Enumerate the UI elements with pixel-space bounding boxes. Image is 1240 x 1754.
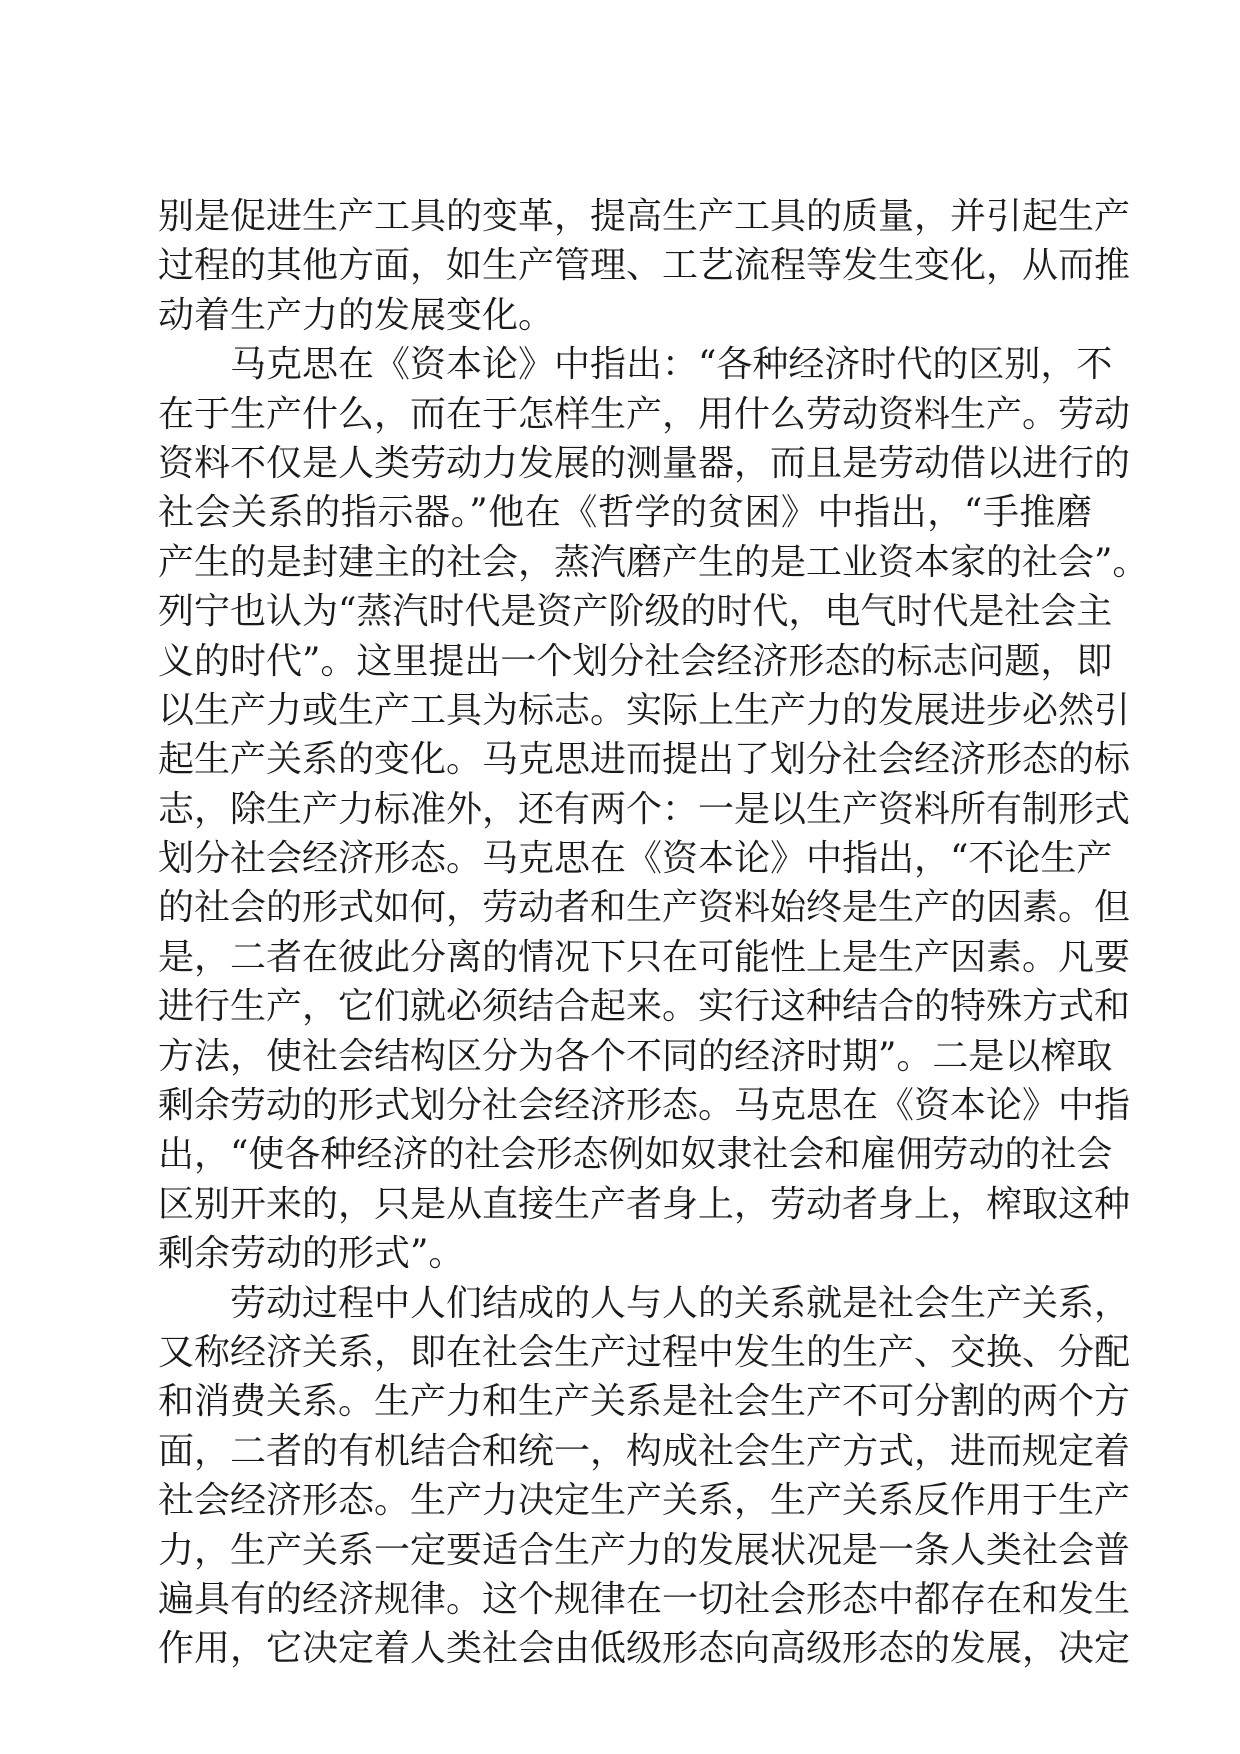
text-line: 剩余劳动的形式”。 [158,1233,465,1275]
text-line: 产生的是封建主的社会，蒸汽磨产生的是工业资本家的社会”。 [158,541,1149,583]
text-line: 力，生产关系一定要适合生产力的发展状况是一条人类社会普 [158,1529,1131,1571]
text-line: 作用，它决定着人类社会由低级形态向高级形态的发展，决定 [158,1628,1131,1670]
text-line: 遍具有的经济规律。这个规律在一切社会形态中都存在和发生 [158,1578,1131,1620]
text-line: 志，除生产力标准外，还有两个：一是以生产资料所有制形式 [158,788,1131,830]
text-line: 过程的其他方面，如生产管理、工艺流程等发生变化，从而推 [158,245,1131,287]
text-line: 起生产关系的变化。马克思进而提出了划分社会经济形态的标 [158,739,1131,781]
text-line: 面，二者的有机结合和统一，构成社会生产方式，进而规定着 [158,1430,1131,1472]
text-line: 别是促进生产工具的变革，提高生产工具的质量，并引起生产 [158,196,1131,237]
text-line: 剩余劳动的形式划分社会经济形态。马克思在《资本论》中指 [158,1085,1131,1127]
text-line: 在于生产什么，而在于怎样生产，用什么劳动资料生产。劳动 [158,393,1131,435]
text-line: 资料不仅是人类劳动力发展的测量器，而且是劳动借以进行的 [158,442,1131,484]
text-line: 以生产力或生产工具为标志。实际上生产力的发展进步必然引 [158,689,1131,731]
text-line: 进行生产，它们就必须结合起来。实行这种结合的特殊方式和 [158,986,1131,1028]
text-line: 区别开来的，只是从直接生产者身上，劳动者身上，榨取这种 [158,1183,1131,1225]
paragraph-first-line: 劳动过程中人们结成的人与人的关系就是社会生产关系， [230,1282,1131,1324]
text-line: 社会经济形态。生产力决定生产关系，生产关系反作用于生产 [158,1480,1131,1522]
text-line: 又称经济关系，即在社会生产过程中发生的生产、交换、分配 [158,1331,1131,1373]
text-line: 的社会的形式如何，劳动者和生产资料始终是生产的因素。但 [158,887,1131,929]
text-line: 方法，使社会结构区分为各个不同的经济时期”。二是以榨取 [158,1035,1113,1077]
text-line: 和消费关系。生产力和生产关系是社会生产不可分割的两个方 [158,1381,1131,1423]
text-line: 列宁也认为“蒸汽时代是资产阶级的时代，电气时代是社会主 [158,591,1113,633]
paragraph-first-line: 马克思在《资本论》中指出：“各种经济时代的区别，不 [230,344,1113,386]
text-line: 义的时代”。这里提出一个划分社会经济形态的标志问题，即 [158,640,1113,682]
body-text [158,192,1149,1674]
text-line: 社会关系的指示器。”他在《哲学的贫困》中指出，“手推磨 [158,492,1092,534]
text-line: 出，“使各种经济的社会形态例如奴隶社会和雇佣劳动的社会 [158,1134,1113,1176]
text-line: 划分社会经济形态。马克思在《资本论》中指出，“不论生产 [158,838,1113,880]
text-line: 是，二者在彼此分离的情况下只在可能性上是生产因素。凡要 [158,936,1131,978]
text-line: 动着生产力的发展变化。 [158,294,555,336]
